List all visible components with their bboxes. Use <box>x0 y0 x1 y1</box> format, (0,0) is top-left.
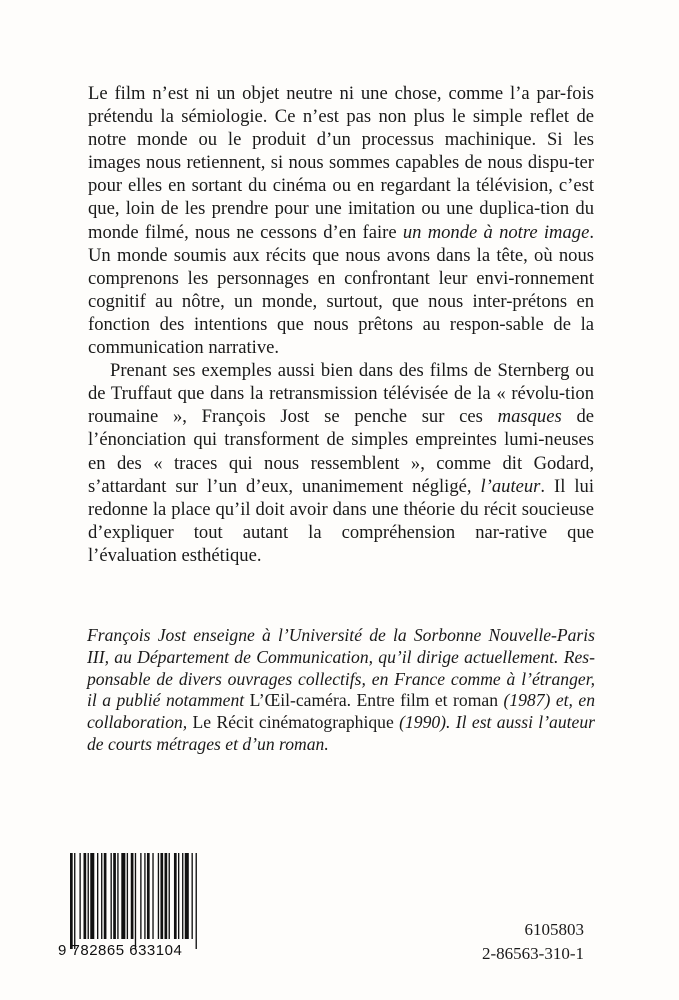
blurb-p1-text-1: Le film n’est ni un objet neutre ni une chose, comme l’a par-fois prétendu la sémiologie. Ce n’est pas non plus le simple reflet de notre monde ou le produit d’un processus machinique. Si les images nous retiennent, si nous sommes capables de nous dispu-ter pour elles en sortant du cinéma ou en regardant la télévision, c’est que, loin de les prendre pour une imitation ou une duplica-tion du monde filmé, nous ne cessons d’en faire <box>88 83 594 243</box>
barcode-digits: 9 782865 633104 <box>58 942 183 959</box>
barcode-bar <box>88 853 89 939</box>
blurb-p2-text-1: Prenant ses exemples aussi bien dans des films de Sternberg ou de Truffaut que dans la retransmission télévisée de la « révolu-tion roumaine », François Jost se penche sur ces <box>88 360 594 428</box>
barcode-bar <box>160 853 163 939</box>
blurb-p2-italic-1: masques <box>497 406 562 428</box>
catalog-codes <box>482 918 584 966</box>
barcode-bar <box>158 853 159 939</box>
blurb-p2-italic-2: l’auteur <box>480 475 541 497</box>
barcode-bar <box>192 853 193 939</box>
barcode-bar <box>147 853 150 939</box>
blurb-paragraph-2 <box>88 359 594 567</box>
barcode-bar <box>182 853 183 939</box>
barcode-bar <box>196 853 197 949</box>
blurb-paragraph-1 <box>88 82 594 359</box>
catalog-code-1: 6105803 <box>524 920 584 939</box>
barcode-bar <box>84 853 87 939</box>
blurb-p1-italic-1: un monde à notre image <box>402 221 590 243</box>
barcode-bar <box>185 853 189 939</box>
bio-title-2: Le Récit cinématographique <box>192 712 394 733</box>
barcode-bar <box>165 853 168 939</box>
barcode-bar <box>152 853 153 939</box>
barcode-bar <box>144 853 145 939</box>
barcode-bar <box>121 853 125 939</box>
barcode-bar <box>140 853 141 939</box>
barcode-bar <box>104 853 107 939</box>
barcode-bar <box>174 853 177 939</box>
barcode-bar <box>127 853 128 939</box>
blurb-p2-text-2: de l’énonciation qui transforment de simples empreintes lumi-neuses en des « traces qui nous ressemblent », comme dit Godard, s’attardant sur l’un d’eux, unanimement négligé, <box>88 406 594 497</box>
barcode-bar <box>97 853 98 939</box>
isbn-code: 2-86563-310-1 <box>482 944 584 963</box>
blurb-p1-text-2: . Un monde soumis aux récits que nous avons dans la tête, où nous comprenons les personnages en confrontant leur envi-ronnement cognitif au nôtre, un monde, surtout, que nous inter-prétons en fonction des intentions que nous prêtons au respon-sable de la communication narrative. <box>88 221 594 359</box>
barcode-bar <box>111 853 112 939</box>
bio-italic-1: François Jost enseigne à l’Université de la Sorbonne Nouvelle-Paris III, au Département de Communication, qu’il dirige actuellement. Res-ponsable de divers ouvrages collectifs, en France comme à l’étranger, il a publié notamment <box>87 625 595 711</box>
barcode-bar <box>169 853 170 939</box>
barcode-bar <box>135 853 136 949</box>
barcode-bar <box>70 853 73 949</box>
blurb-p2-text-3: . Il lui redonne la place qu’il doit avoir dans une théorie du récit soucieuse d’expliquer tout autant la compréhension nar-rative que l’évaluation esthétique. <box>88 475 594 566</box>
bio-title-1: L’Œil-caméra. Entre film et roman <box>249 690 498 711</box>
barcode-bar <box>79 853 80 939</box>
barcode-bar <box>74 853 75 949</box>
barcode-bar <box>90 853 94 939</box>
barcode-icon <box>58 853 228 953</box>
barcode-bar <box>101 853 102 939</box>
blurb <box>88 82 594 567</box>
barcode-bar <box>113 853 116 939</box>
author-bio <box>87 625 595 756</box>
barcode-bar <box>131 853 134 939</box>
barcode-bar <box>117 853 118 939</box>
bio-italic-3: (1990). Il est aussi l’auteur de courts métrages et d’un roman. <box>87 712 595 754</box>
bio-italic-2: (1987) et, en collaboration, <box>87 690 596 733</box>
barcode-bar <box>178 853 179 939</box>
